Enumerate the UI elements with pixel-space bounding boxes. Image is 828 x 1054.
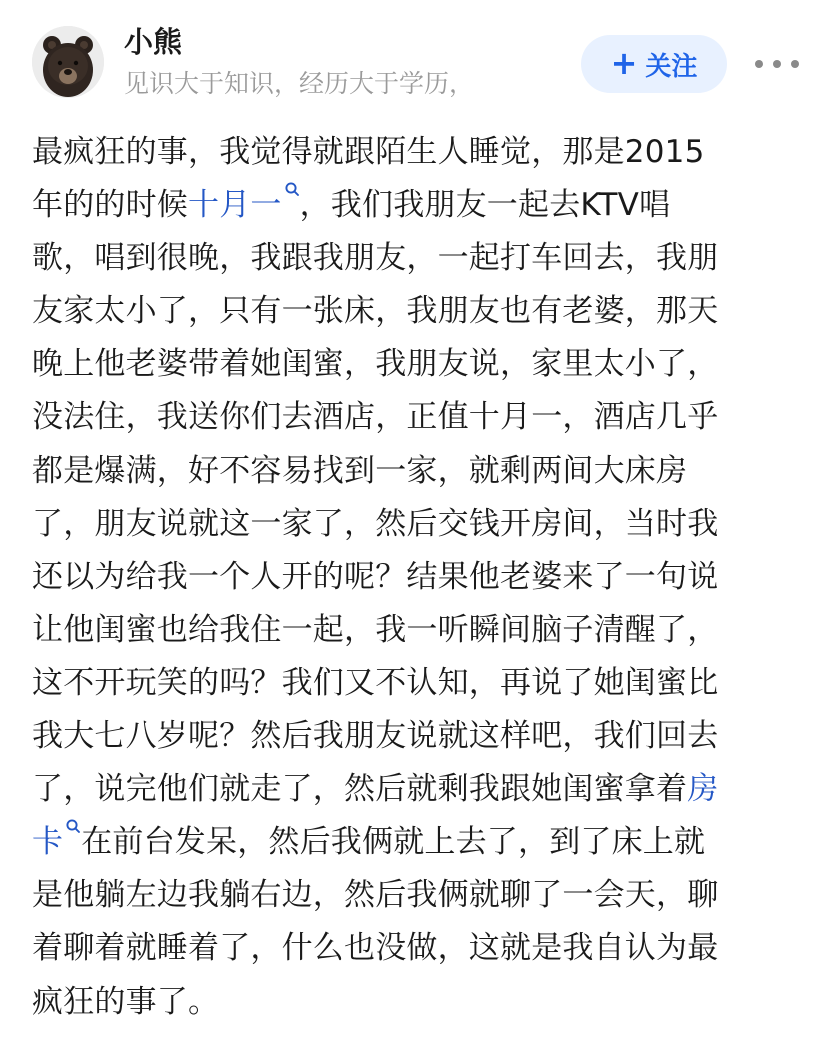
- post-content: [32, 126, 798, 1029]
- post-text-line: [32, 922, 798, 975]
- post-text: 了，说完他们就走了，然后就剩我跟她闺蜜拿着: [32, 771, 688, 808]
- follow-button[interactable]: [581, 35, 727, 93]
- post-text-line: [32, 976, 798, 1029]
- post-header: [0, 0, 828, 118]
- post-text-line: [32, 551, 798, 604]
- post-text-line: [32, 816, 798, 869]
- search-keyword-link[interactable]: 房: [687, 771, 719, 808]
- post-text-line: [32, 657, 798, 710]
- post-text-line: [32, 285, 798, 338]
- post-text-line: [32, 445, 798, 498]
- search-keyword-link[interactable]: 十月一: [188, 187, 282, 224]
- post-text: 晚上他老婆带着她闺蜜，我朋友说，家里太小了，: [32, 346, 719, 383]
- more-dots-icon: [755, 60, 763, 68]
- post-text: 我大七八岁呢？然后我朋友说就这样吧，我们回去: [32, 718, 719, 755]
- post-text-line: [32, 763, 798, 816]
- search-icon: [284, 181, 300, 197]
- post-text: 在前台发呆，然后我俩就上去了，到了床上就: [81, 824, 706, 861]
- post-text-line: [32, 604, 798, 657]
- post-text: 疯狂的事了。: [32, 983, 220, 1020]
- search-keyword-link[interactable]: 卡: [32, 824, 64, 861]
- follow-label: 关注: [645, 51, 698, 82]
- post-text: 还以为给我一个人开的呢？结果他老婆来了一句说: [32, 558, 719, 595]
- more-options-button[interactable]: [755, 50, 799, 78]
- post-text: 歌，唱到很晚，我跟我朋友，一起打车回去，我朋: [32, 240, 719, 277]
- post-text-line: [32, 232, 798, 285]
- more-dots-icon: [791, 60, 799, 68]
- search-icon: [65, 818, 81, 834]
- post-text: 是他躺左边我躺右边，然后我俩就聊了一会天，聊: [32, 877, 719, 914]
- post-text-line: [32, 179, 798, 232]
- post-text: 没法住，我送你们去酒店，正值十月一，酒店几乎: [32, 399, 719, 436]
- user-bio: 见识大于知识，经历大于学历，: [124, 69, 475, 98]
- username[interactable]: 小熊: [124, 25, 183, 59]
- post-text: 着聊着就睡着了，什么也没做，这就是我自认为最: [32, 930, 719, 967]
- post-text-line: [32, 338, 798, 391]
- avatar[interactable]: [32, 26, 104, 98]
- post-text-line: [32, 710, 798, 763]
- post-text: 都是爆满，好不容易找到一家，就剩两间大床房: [32, 452, 688, 489]
- plus-icon: +: [610, 43, 638, 82]
- post-text-line: [32, 126, 798, 179]
- post-text: 了，朋友说就这一家了，然后交钱开房间，当时我: [32, 505, 719, 542]
- post-text: ，我们我朋友一起去KTV唱: [299, 187, 671, 224]
- post-text: 让他闺蜜也给我住一起，我一听瞬间脑子清醒了，: [32, 611, 719, 648]
- bear-avatar-image: [32, 26, 104, 98]
- post-text-line: [32, 869, 798, 922]
- more-dots-icon: [773, 60, 781, 68]
- post-text: 这不开玩笑的吗？我们又不认知，再说了她闺蜜比: [32, 664, 719, 701]
- post-text-line: [32, 391, 798, 444]
- post-text-line: [32, 498, 798, 551]
- post-text: 友家太小了，只有一张床，我朋友也有老婆，那天: [32, 293, 719, 330]
- post-text: 最疯狂的事，我觉得就跟陌生人睡觉，那是2015: [32, 134, 705, 170]
- post-text: 年的的时候: [32, 187, 188, 224]
